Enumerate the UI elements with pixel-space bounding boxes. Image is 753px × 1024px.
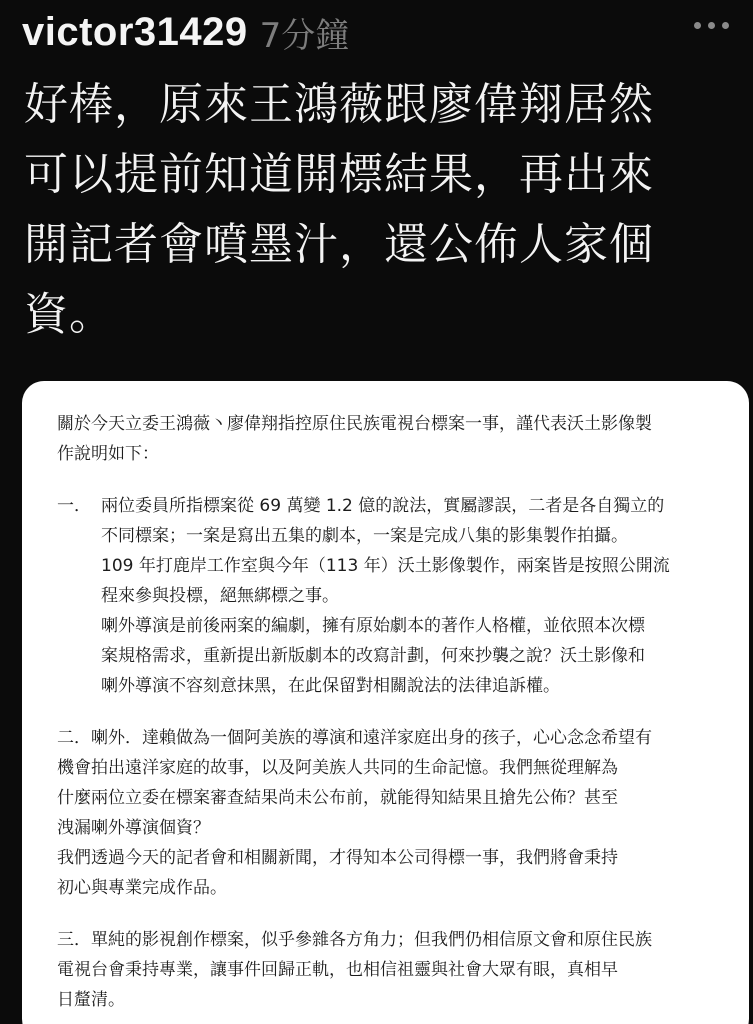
post-timestamp: 7分鐘 — [259, 15, 350, 56]
statement-line: 我們透過今天的記者會和相關新聞，才得知本公司得標一事，我們將會秉持 — [57, 848, 618, 868]
statement-document — [57, 409, 727, 1024]
statement-intro — [57, 409, 727, 469]
section-number: 一． — [57, 496, 91, 516]
statement-line: 電視台會秉持專業，讓事件回歸正軌，也相信祖靈與社會大眾有眼，真相早 — [57, 960, 618, 980]
statement-section-3 — [57, 925, 727, 1015]
statement-line: 不同標案；一案是寫出五集的劇本，一案是完成八集的影集製作拍攝。 — [101, 526, 628, 546]
more-options-icon[interactable] — [694, 22, 729, 29]
statement-line: 兩位委員所指標案從 69 萬變 1.2 億的說法，實屬謬誤，二者是各自獨立的 — [101, 496, 665, 516]
post-text-line: 資。 — [24, 289, 114, 340]
post-header — [22, 4, 733, 60]
statement-line: 作說明如下： — [57, 444, 159, 464]
statement-line: 喇外導演是前後兩案的編劇，擁有原始劇本的著作人格權，並依照本次標 — [101, 616, 645, 636]
username[interactable]: victor31429 — [22, 9, 248, 54]
post-text-line: 可以提前知道開標結果，再出來 — [24, 149, 654, 200]
post-text-line: 開記者會噴墨汁，還公佈人家個 — [24, 219, 654, 270]
post-text-line: 好棒，原來王鴻薇跟廖偉翔居然 — [24, 79, 654, 130]
statement-section-2 — [57, 723, 727, 903]
statement-line: 109 年打鹿岸工作室與今年（113 年）沃土影像製作，兩案皆是按照公開流 — [101, 556, 670, 576]
statement-line: 日釐清。 — [57, 990, 125, 1010]
statement-line: 什麼兩位立委在標案審查結果尚未公布前，就能得知結果且搶先公佈？甚至 — [57, 788, 618, 808]
statement-section-1 — [57, 491, 727, 701]
statement-line: 單純的影視創作標案，似乎參雜各方角力；但我們仍相信原文會和原住民族 — [91, 930, 652, 950]
statement-line: 喇外導演不容刻意抹黑，在此保留對相關說法的法律追訴權。 — [101, 676, 560, 696]
post-text — [24, 70, 739, 350]
statement-line: 喇外．達賴做為一個阿美族的導演和遠洋家庭出身的孩子，心心念念希望有 — [91, 728, 652, 748]
statement-line: 案規格需求，重新提出新版劇本的改寫計劃，何來抄襲之說？沃土影像和 — [101, 646, 645, 666]
statement-line: 機會拍出遠洋家庭的故事，以及阿美族人共同的生命記憶。我們無從理解為 — [57, 758, 618, 778]
section-number: 三． — [57, 930, 91, 950]
statement-line: 程來參與投標，絕無綁標之事。 — [101, 586, 339, 606]
attached-statement-image[interactable] — [22, 381, 749, 1024]
section-number: 二． — [57, 728, 91, 748]
statement-line: 初心與專業完成作品。 — [57, 878, 227, 898]
statement-line: 關於今天立委王鴻薇丶廖偉翔指控原住民族電視台標案一事，謹代表沃土影像製 — [57, 414, 652, 434]
statement-line: 洩漏喇外導演個資？ — [57, 818, 210, 838]
